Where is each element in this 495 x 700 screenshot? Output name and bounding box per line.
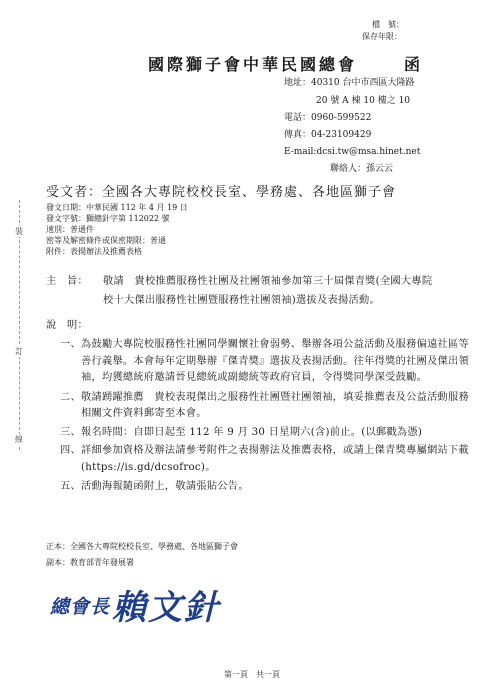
explanation-list xyxy=(60,337,472,496)
item-text: 活動海報隨函附上，敬請張貼公告。 xyxy=(80,481,249,492)
doc-type: 函 xyxy=(404,55,424,74)
item-text: 報名時間：自即日起至 112 年 9 月 30 日星期六(含)前止。(以郵戳為憑) xyxy=(80,426,423,438)
issue-number: 發文字號：獅總針字第 112022 號 xyxy=(46,214,170,223)
signature-stamp xyxy=(50,578,250,638)
classification: 密等及解密條件或保密期限：普通 xyxy=(46,236,166,245)
binding-dashed-line xyxy=(19,200,20,450)
contact-address-2: 20 號 A 棟 10 樓之 10 xyxy=(316,96,411,106)
list-item xyxy=(60,425,472,442)
signature-name-part: 賴文針 xyxy=(112,588,220,628)
explanation-label: 說 明： xyxy=(46,320,88,331)
subject-label: 主 旨： xyxy=(46,276,88,287)
page-footer: 第一頁 共一頁 xyxy=(224,670,280,679)
item-text: 為鼓勵大專院校服務性社團同學關懷社會弱勢、舉辦各項公益活動及服務偏遠社區等善行義舉。本會每年定期舉辦『傑青獎』選拔及表揚活動。往年得獎的社團及傑出領袖，均獲總統府邀請晉見總統或副總統等政府官員，令得獎同學深受鼓勵。 xyxy=(80,339,470,383)
item-text: 詳細參加資格及辦法請參考附件之表揚辦法及推薦表格，或請上傑青獎專屬網站下載(https://is.gd/dcsofroc)。 xyxy=(80,445,470,473)
contact-address-1: 地址：40310 台中市西區大隆路 xyxy=(284,78,415,88)
signature-title-part: 總會長 xyxy=(50,596,111,618)
subject-line-2: 校十大傑出服務性社團暨服務性社團領袖)選拔及表揚活動。 xyxy=(103,295,380,306)
contact-phone: 電話：0960-599522 xyxy=(284,113,372,123)
item-text: 敬請踴躍推薦 貴校表現傑出之服務性社團暨社團領袖，填妥推薦表及公益活動服務相關文件資料郵寄至本會。 xyxy=(80,391,470,419)
urgency: 速別：普通件 xyxy=(46,225,94,234)
list-item xyxy=(60,443,472,476)
item-number: 五、 xyxy=(60,481,81,492)
org-title: 國際獅子會中華民國總會 xyxy=(148,55,358,74)
binding-mark: 裝 xyxy=(15,227,23,236)
item-number: 二、 xyxy=(60,391,81,403)
list-item xyxy=(60,390,472,423)
list-item xyxy=(60,479,472,496)
retention-label: 保存年限： xyxy=(362,32,402,41)
subject-line-1: 敬請 貴校推薦服務性社團及社團領袖參加第三十屆傑青獎(全國大專院 xyxy=(103,276,433,287)
issue-date: 發文日期：中華民國 112 年 4 月 19 日 xyxy=(46,203,188,212)
item-number: 一、 xyxy=(60,339,81,350)
original-copy: 正本：全國各大專院校校長室、學務處、各地區獅子會 xyxy=(46,542,238,551)
contact-fax: 傳真：04-23109429 xyxy=(284,130,372,140)
item-number: 三、 xyxy=(60,426,81,438)
item-number: 四、 xyxy=(60,445,81,456)
list-item xyxy=(60,337,472,387)
contact-email: E-mail:dcsi.tw@msa.hinet.net xyxy=(284,147,421,157)
contact-person: 聯絡人：孫云云 xyxy=(330,164,394,174)
fold-mark: 訂 xyxy=(15,347,23,356)
carbon-copy: 副本：教育部青年發展署 xyxy=(46,558,134,567)
attachment: 附件：表揚辦法及推薦表格 xyxy=(46,247,142,256)
recipient: 受文者：全國各大專院校校長室、學務處、各地區獅子會 xyxy=(46,185,397,200)
line-mark: 線 xyxy=(15,435,23,444)
file-number-label: 檔 號： xyxy=(372,20,404,29)
